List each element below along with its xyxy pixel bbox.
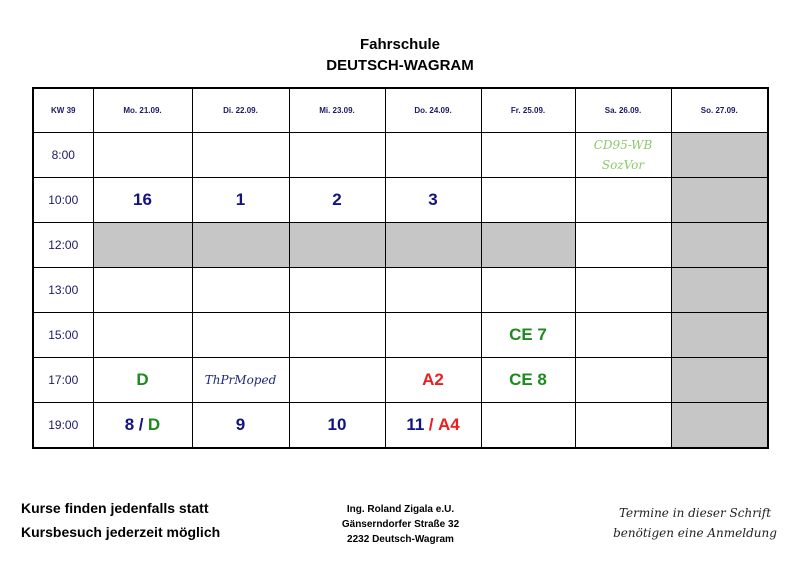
schedule-cell [192, 313, 289, 358]
schedule-cell [289, 403, 385, 449]
schedule-cell-unavailable [671, 133, 768, 178]
schedule-cell [481, 313, 575, 358]
day-header-wednesday: Mi. 23.09. [289, 88, 385, 133]
footer-note-attendance: Kursbesuch jederzeit möglich [21, 524, 221, 540]
schedule-cell-unavailable [671, 268, 768, 313]
address-owner: Ing. Roland Zigala e.U. [346, 504, 455, 515]
address-city: 2232 Deutsch-Wagram [347, 534, 454, 545]
schedule-cell [385, 358, 481, 403]
schedule-cell [289, 178, 385, 223]
registration-note-line1: Termine in dieser Schrift [618, 506, 772, 520]
schedule-cell [192, 358, 289, 403]
time-row-1500 [33, 313, 768, 358]
schedule-cell [385, 178, 481, 223]
schedule-cell [385, 268, 481, 313]
schedule-cell-unavailable [481, 223, 575, 268]
course-entry: 2 [332, 190, 342, 209]
schedule-cell [93, 133, 192, 178]
course-entry: 9 [235, 415, 246, 434]
course-separator: / [138, 415, 144, 434]
time-row-1900 [33, 403, 768, 449]
time-row-1000 [33, 178, 768, 223]
schedule-cell-unavailable [671, 403, 768, 449]
course-entry: A2 [422, 370, 444, 389]
day-header-tuesday: Di. 22.09. [192, 88, 289, 133]
header-row [33, 88, 768, 133]
schedule-cell [93, 403, 192, 449]
day-header-monday: Mo. 21.09. [93, 88, 192, 133]
weekly-schedule-table [32, 87, 769, 449]
schedule-cell-sat-0800 [575, 133, 671, 178]
time-label: 10:00 [33, 178, 93, 223]
schedule-cell [93, 178, 192, 223]
schedule-cell [93, 268, 192, 313]
schedule-cell [575, 178, 671, 223]
schedule-cell [575, 358, 671, 403]
schedule-cell-unavailable [385, 223, 481, 268]
schedule-cell [192, 268, 289, 313]
time-row-1700 [33, 358, 768, 403]
schedule-cell [192, 133, 289, 178]
registration-note-line2: benötigen eine Anmeldung [613, 526, 777, 540]
time-label: 13:00 [33, 268, 93, 313]
time-label: 17:00 [33, 358, 93, 403]
week-label: KW 39 [33, 88, 93, 133]
footer-note-courses: Kurse finden jedenfalls statt [21, 500, 209, 516]
course-entry: CE 7 [509, 325, 547, 344]
schedule-cell [481, 178, 575, 223]
schedule-cell [192, 178, 289, 223]
schedule-cell [385, 313, 481, 358]
address-block [298, 502, 503, 547]
time-label: 19:00 [33, 403, 93, 449]
schedule-cell [481, 268, 575, 313]
schedule-cell [481, 358, 575, 403]
schedule-cell [481, 403, 575, 449]
time-row-1300 [33, 268, 768, 313]
schedule-cell [289, 133, 385, 178]
schedule-cell-unavailable [671, 358, 768, 403]
course-entry: 3 [428, 190, 438, 209]
schedule-cell-unavailable [289, 223, 385, 268]
schedule-cell [481, 133, 575, 178]
schedule-cell-unavailable [671, 178, 768, 223]
course-entry-handwritten: ThPrMoped [204, 373, 277, 387]
course-entry: D [147, 415, 161, 434]
schedule-cell [385, 403, 481, 449]
time-row-0800 [33, 133, 768, 178]
schedule-cell [289, 358, 385, 403]
course-entry: 1 [235, 190, 246, 209]
schedule-cell-unavailable [671, 313, 768, 358]
schedule-cell [93, 358, 192, 403]
schedule-cell-unavailable [192, 223, 289, 268]
course-entry: 8 [124, 415, 135, 434]
course-entry: D [136, 370, 149, 389]
course-entry: CE 8 [509, 370, 547, 389]
registration-note [600, 503, 790, 543]
schedule-cell [289, 313, 385, 358]
address-street: Gänserndorfer Straße 32 [341, 519, 460, 530]
schedule-cell [289, 268, 385, 313]
schedule-cell [192, 403, 289, 449]
schedule-cell [575, 223, 671, 268]
time-label: 15:00 [33, 313, 93, 358]
course-entry: 10 [327, 415, 347, 434]
course-cd95-wb: CD95-WB [593, 138, 653, 152]
schedule-cell [575, 313, 671, 358]
schedule-cell-unavailable [93, 223, 192, 268]
schedule-cell-unavailable [671, 223, 768, 268]
day-header-saturday: Sa. 26.09. [575, 88, 671, 133]
time-label: 12:00 [33, 223, 93, 268]
course-sozvor: SozVor [601, 158, 645, 172]
schedule-cell [385, 133, 481, 178]
day-header-sunday: So. 27.09. [671, 88, 768, 133]
schedule-cell [575, 403, 671, 449]
time-label: 8:00 [33, 133, 93, 178]
school-name: Fahrschule [359, 36, 441, 53]
course-separator: / [428, 415, 434, 434]
school-city: DEUTSCH-WAGRAM [326, 57, 474, 74]
schedule-cell [93, 313, 192, 358]
schedule-cell [575, 268, 671, 313]
day-header-friday: Fr. 25.09. [481, 88, 575, 133]
course-entry: 11 [406, 415, 425, 434]
day-header-thursday: Do. 24.09. [385, 88, 481, 133]
course-entry: 16 [133, 190, 152, 209]
time-row-1200 [33, 223, 768, 268]
course-entry: A4 [437, 415, 460, 434]
